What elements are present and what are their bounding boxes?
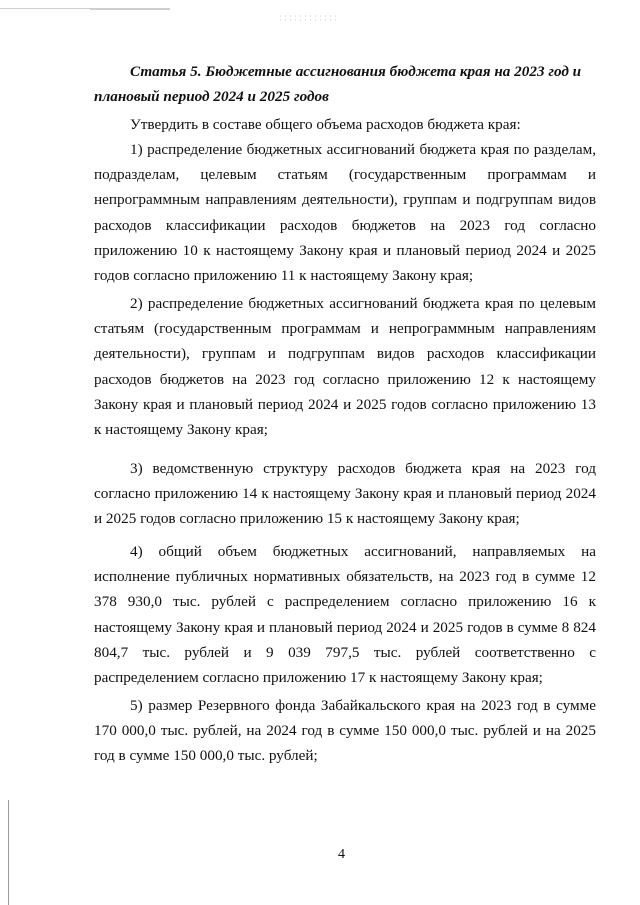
page-number: 4	[338, 847, 345, 862]
article-title	[94, 59, 596, 109]
paragraph-4: 4) общий объем бюджетных ассигнований, направляемых на исполнение публичных нормативных обязательств, на 2023 год в сумме 12 378 930,0 тыс. рублей с распределением согласно приложению 16 к настоящему Закону края и плановый период 2024 и 2025 годов в сумме 8 824 804,7 тыс. рублей и 9 039 797,5 тыс. рублей соответственно с распределением согласно приложению 17 к настоящему Закону края;	[94, 543, 596, 687]
intro-paragraph: Утвердить в составе общего объема расходов бюджета края:	[130, 116, 521, 133]
paragraph-1: 1) распределение бюджетных ассигнований бюджета края по разделам, подразделам, целевым статьям (государственным программам и непрограммным направлениям деятельности), группам и подгруппам видов расходов классификации расходов бюджетов на 2023 год согласно приложению 10 к настоящему Закону края и плановый период 2024 и 2025 годов согласно приложению 11 к настоящему Закону края;	[94, 141, 596, 285]
scan-artifact-dots	[278, 14, 338, 22]
paragraph-2: 2) распределение бюджетных ассигнований бюджета края по целевым статьям (государственным программам и непрограммным направлениям деятельности), группам и подгруппам видов расходов классификации расходов бюджетов на 2023 год согласно приложению 12 к настоящему Закону края и плановый период 2024 и 2025 годов согласно приложению 13 к настоящему Закону края;	[94, 295, 596, 439]
scan-artifact-line	[90, 9, 170, 10]
paragraph-3: 3) ведомственную структуру расходов бюджета края на 2023 год согласно приложению 14 к настоящему Закону края и плановый период 2024 и 2025 годов согласно приложению 15 к настоящему Закону края;	[94, 460, 596, 528]
article-title-text: Статья 5. Бюджетные ассигнования бюджета края на 2023 год и плановый период 2024 и 2025 годов	[94, 63, 582, 105]
scan-artifact-edge	[8, 800, 9, 905]
scan-artifact-line	[62, 8, 84, 9]
paragraph-5: 5) размер Резервного фонда Забайкальского края на 2023 год в сумме 170 000,0 тыс. рублей, на 2024 год в сумме 150 000,0 тыс. рублей и на 2025 год в сумме 150 000,0 тыс. рублей;	[94, 697, 596, 765]
